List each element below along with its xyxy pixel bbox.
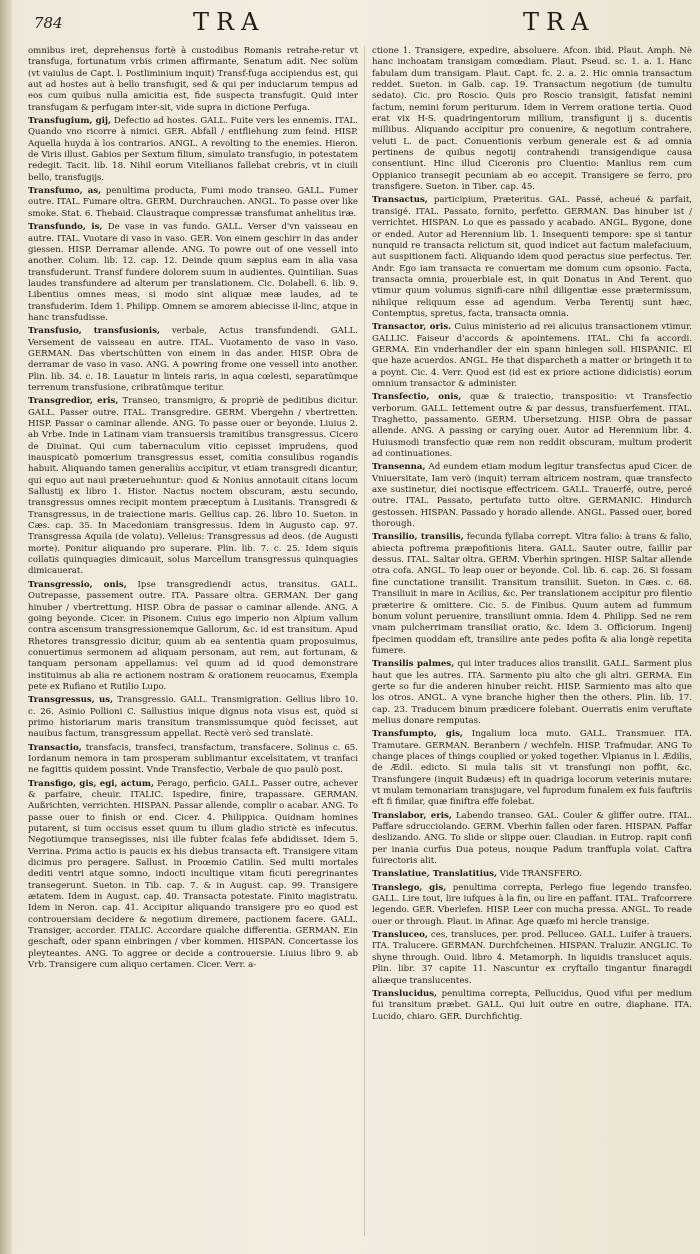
dictionary-entry	[372, 659, 692, 727]
entry-headword: Transfusio, transfusionis,	[28, 326, 161, 337]
entry-headword: Transgressus, us,	[28, 695, 114, 706]
entry-headword: Translego, gis,	[372, 882, 447, 893]
entry-text: Ad eundem etiam modum legitur transfectus apud Cicer. de Vniuersitate, Iam verò (inquit) terram altricem nostram, quæ transfecto axe sustinetur, diei noctisque effectricem. GALL. Trauerfé, outre, percé outre. ITAL. Passato, pertufato tutto oltre. GERMANIC. Hindurch gestossen. HISPAN. Passado y horado allende. ANGL. Passed ouer, bored thorough.	[372, 462, 692, 530]
entry-text: Cuius ministerio ad rei alicuius transactionem vtimur. GALLIC. Faiseur d'accords & apointemens. ITAL. Chi fa accordi. GERMA. Ein vnderhandler der ein spann hinlegen soll. HISPANIC. El que haze acuerdos. ANGL. He that disparcheth a matter or bringeth it to a poynt. Cic. 4. Verr. Quod est (id est ex priore actione didicistis) eorum omnium transactor & administer.	[372, 322, 692, 389]
dictionary-entry	[372, 46, 692, 193]
entry-text: Ingalium loca muto. GALL. Transmuer. ITA. Tramutare. GERMAN. Beranbern / wechfeln. HISP. Trafmudar. ANG To change places of things couplied or yoked together. Vlpianus in l. Ædilis, de Ædil. edicto. Si mula talis sit vt transfungi non poffit, &c. Transfungere (inquit Budæus) eft in quadriga locorum veterinis mutare: vt mulam temonariam transjugare, vel fuprodum funalem ex fuis fauftriis eft fi fimilar, quæ finiftra effe folebat.	[372, 729, 692, 808]
entry-text: Perago, perficio. GALL. Passer outre, achever & parfaire, cheuir. ITALIC. Ispedire, finire, trapassare. GERMAN. Außrichten, verrichten. HISPAN. Passar allende, complir o acabar. ANG. To passe ouer to finish or end. Cicer. 4. Philippica. Quidnam homines putarent, si tum occisus esset quum tu illum gladio strictè es infecutus. Negotiumque transegisses, nisi ille fubter fcalas fefe abdidisset. Idem 5. Verrina. Prima actio is paucis ex his diebus transacta eft. Transigere vitam dicimus pro peragere. Sallust. in Proœmio Catilin. Sed multi mortales dediti ventri atque somno, indocti incultique vitam ficuti peregrinantes transegerunt. Sueton. in Tib. cap. 7. & in August. cap. 99. Transigere ætatem. Idem in August. cap. 40. Transacta potestate. Finito magistratu. Idem in Neron. cap. 41. Accipitur aliquando transigere pro eo quod est controuersiam decidere & negotium diremere, pactionem facere. GALL. Transiger, accorder. ITALIC. Accordare qualche differentia. GERMAN. Ein geschaft, oder spann einbringen / vber kommen. HISPAN. Concertasse los pleyteantes. ANG. To aggree or decide a controuersie. Liuius libro 9. ab Vrb. Transigere cum aliquo certamen. Cicer. Verr. a-	[28, 778, 358, 971]
dictionary-entry	[28, 222, 358, 324]
entry-text: verbale, Actus transfundendi. GALL. Versement de vaisseau en autre. ITAL. Vuotamento de vaso in vaso. GERMAN. Das vbertschütten von einem in das ander. HISP. Obra de derramar de vaso in vaso. ANG. A powring frome one vessell into another. Plin. lib. 34. c. 18. Lauatur in linteis raris, in aqua cœlesti, separatûmque terrenum transfusione, cribratûmque teritur.	[28, 326, 358, 393]
dictionary-entry	[28, 779, 358, 972]
entry-headword: Transenna,	[372, 462, 426, 473]
right-column	[372, 46, 692, 1246]
entry-text: penultima producta, Fumi modo transeo. GALL. Fumer outre. ITAL. Fumare oltra. GERM. Durchrauchen. ANGL. To passe over like smoke. Stat. 6. Thebaid. Claustraque compressæ transfumat anhelitus iræ.	[28, 186, 358, 219]
right-running-head: TRA	[523, 8, 596, 36]
entry-headword: Transgredior, eris,	[28, 396, 119, 407]
entry-headword: Transgressio, onis,	[28, 579, 127, 590]
dictionary-entry	[28, 186, 358, 220]
dictionary-entry	[28, 743, 358, 777]
dictionary-entry	[372, 392, 692, 460]
entry-headword: Transfumo, as,	[28, 186, 102, 197]
dictionary-entry	[28, 396, 358, 578]
entry-text: participium, Præteritus. GAL. Passé, acheué & parfait, transigé. ITAL. Passato, fornito, perfetto. GERMAN. Das hinuber ist / verrichtet. HISPAN. Lo que es passado y acabado. ANGL. Bygone, done or ended. Autor ad Herennium lib. 1. Insequenti tempore: spe si tantur nunquid re transacta relictum sit, quod indicet aut factum malefaciuum, aut suspitionem facti. Aliquando idem quod peractus siue perfectus. Ter. Andr. Ego iam transacta re conuertam me domum cum opsonio. Facta, transacta omnia, prouerbiale est, in quit Donatus in And Terent. quo vtimur quum volumus signifi-care nihil diligentiæ esse prætermissum, nihilque reliquum esse ad agendum. Verba Terentij sunt hæc, Contemptus, spretus, facta, transacta omnia.	[372, 195, 692, 319]
entry-headword: Translabor, eris,	[372, 810, 452, 821]
column-divider	[364, 46, 365, 1236]
entry-headword: Transfectio, onis,	[372, 392, 462, 403]
entry-headword: Transactus,	[372, 195, 428, 206]
entry-text: qui inter traduces alios transilit. GALL. Sarment plus haut que les autres. ITA. Sarmento piu alto che gli altri. GERMA. Ein gerte so fur die anderen hinuber reicht. HISP. Sarmiento mas alto que los otros. ANGL. A vyne branche higher then the others. Plin. lib. 17. cap. 23. Traducem binum prædicere folebant. Ouerratis enim veruftate melius donare remputas.	[372, 659, 692, 726]
entry-headword: Transilio, transilis,	[372, 532, 464, 543]
entry-text: penultima correpta, Perlego fiue legendo transfeo. GALL. Lire tout, lire iufques à la fin, ou lire en paffant. ITAL. Trafcorrere legendo. GER. Vberlefen. HISP. Leer con mucha pressa. ANGL. To reade ouer or through. Plaut. in Afinar. Age quæfo mi hercle transige.	[372, 882, 692, 927]
entry-text: De vase in vas fundo. GALL. Verser d'vn vaisseau en autre. ITAL. Vuotare di vaso in vaso. GER. Von einem geschirr in das ander giessen. HISP. Derramar allende. ANG. To powre out of one vessell into another. Colum. lib. 12. cap. 12. Deinde quum sæpius eam in alia vasa transfuderunt. Transf fundere dolorem suum in audientes. Quintilian. Suas laudes transfundere ad alterum per translationem. Cic. Dolabell. 6. lib. 9. Libentius omnes meas, si modo sint aliquæ meæ laudes, ad te transfuderim. Idem 1. Philipp. Omnem se amorem abiecisse il-linc, atque in hanc transfudisse.	[28, 222, 358, 323]
entry-headword: Transactio,	[28, 742, 82, 753]
entry-headword: Translatiue, Translatitius,	[372, 869, 498, 880]
dictionary-entry	[372, 532, 692, 657]
dictionary-entry	[28, 46, 358, 114]
entry-text: ctione 1. Transigere, expedire, absoluere. Afcon. ibid. Plaut. Amph. Nè hanc inchoatam transigam comœdiam. Plaut. Pseud. sc. 1. a. 1. Hanc fabulam dum transigam. Plaut. Capt. fc. 2. a. 2. Hic omnia transactum reddet. Sueton. in Galb. cap. 19. Transactum negotium (de tumultu sedato). Cic. pro Roscio. Quis pro Roscio transigit, fatisfat nemini factum, nemini forum periturum. Idem in Verrem oratione tertia. Quod erat vix H-S. quadringentorum millium, transfigunt ij s. ducentis millibus. Aliquando accipitur pro conuenire, & negotium contrahere, veluti L. de pact. Conuentionis verbum generale est & ad omnia pertinens de quibus negotij contrahendi transigendique causa consentiunt. Hinc illud Ciceronis pro Cluentio: Manlius rem cum Oppianico transegit pecuniam ab eo accepit. Transigere se ferro, pro transfigere. Sueton. in Tiber. cap. 45.	[372, 46, 692, 193]
entry-text: transfacis, transfeci, transfactum, transfacere. Solinus c. 65. Iordanum nemora in tam prosperam sublimantur excelsitatem, vt tranfaci ne fagittis quidem possint. Vnde Transfectio, Verbale de quo paulò post.	[28, 742, 358, 776]
entry-text: Transgressio. GALL. Transmigration. Gellius libro 10. c. 26. Asinio Pollioni C. Sallustius inique dignus nota visus est, quòd si primo historiarum maris transitum transmissumque quòd fecisset, aut nauibus factum, transgressum appellat. Rectè verò sed translatè.	[28, 695, 358, 740]
entry-text: ces, transluces, per. prod. Pelluceo. GALL. Luifer à trauers. ITA. Tralucere. GERMAN. Durchfcheinen. HISPAN. Traluzir. ANGLIC. To shyne through. Ouid. libro 4. Metamorph. In liquidis translucet aquis. Plin. libr. 37 capite 11. Nascuntur ex cryftallo tingantur finaragdi aliæque translucentes.	[372, 930, 692, 986]
entry-text: Vide TRANSFERO.	[499, 869, 582, 880]
page-number: 784	[34, 14, 63, 32]
dictionary-entry	[372, 989, 692, 1023]
entry-text: Ipse transgrediendi actus, transitus. GALL. Outrepasse, passement outre. ITA. Passare oltra. GERMAN. Der gang hinuber / vbertrettung. HISP. Obra de passar o caminar allende. ANG. A going beyonde. Cicer. in Pisonem. Cuius ego imperio non Alpium vallum contra ascensum transgressionemque Gallorum, &c. id est transitum. Apud Rhetores transgressio dicitur, quum ab ea sententia quam proposuimus, conuertimus sermonem ad aliquam personam, aut rem, aut fortunam, & tanquam personam appellamus: vel quum ad id quod demonstrare instituimus ab alia re actionem nostram & orationem reuocamus, Exempla pete ex Rufiano et Rutilio Lupo.	[28, 579, 358, 692]
entry-headword: Transilis palmes,	[372, 659, 455, 670]
entry-text: Transeo, transmigro, & propriè de peditibus dicitur. GALL. Passer outre. ITAL. Transgredire. GERM. Vbergehn / vbertretten. HISP. Passar o caminar allende. ANG. To passe ouer or beyonde. Liuius 2. ab Vrbe. Inde in Latinam viam transuersis tramitibus transgressus. Cicero de Diuinat. Qui cum tabernaculum vitio cepisset imprudens, quod inauspicatò pomœrium transgressus esset, comitia consulibus rogandis habuit. Aliquando tamen generaliùs accipitur, vt etiam transgredi dicantur, qui equo aut naui præteruehuntur: quod & Nonius annotauit citans locum Sallustij ex libro 1. Histor. Nactus noctem obscuram, æstu secundo, transgressus omnes recipit montem præceptum à Lusitanis. Transgredi & Transgressus, in de traiectione maris. Gellius cap. 26. libro 10. Sueton. in Cæs. cap. 35. In Macedoniam transgressus. Idem in Augusto cap. 97. Transgressa Aquila (de volatu). Velleius: Transgressus ad deos. (de Augusti morte). Ponitur aliquando pro superare. Plin. lib. 7. c. 25. Idem siquis collatis quinquagies dimicauit, solus Marcellum transgressus quinquagies dimicauerat.	[28, 396, 358, 577]
entry-headword: Transluceo,	[372, 930, 428, 941]
dictionary-entry	[372, 883, 692, 928]
entry-text: fecunda fyllaba corrept. Vltra falio: à trans & falio, abiecta poftrema præpofitionis litera. GALL. Sauter outre, faillir par dessus. ITAL. Saltar oltra. GERM. Vberhin springen. HISP. Saltar allende otra cofa. ANGL. To leap ouer or beyonde. Col. lib. 6. cap. 26. Si fossam fine cunctatione transilit. Transitum transiliit. Sueton. in Cæs. c. 68. Transiliuit in mare in Acilius, &c. Per translationem accipitur pro filentio præterire & omittere. Cic. 5. de Finibus. Quum autem ad fummum bonum volunt peruenire, transiliunt omnia. Idem 4. Philipp. Sed ne rem vnam pulcherrimam transiliat oratio, &c. Idem 3. Officiorum. Ingenij fpecimen quoddam eft, transilire ante pedes pofita & alia longè repetita fumere.	[372, 532, 692, 656]
entry-headword: Transactor, oris.	[372, 322, 452, 333]
dictionary-entry	[28, 326, 358, 394]
dictionary-entry	[372, 729, 692, 808]
entry-headword: Transfigo, gis, egi, actum,	[28, 778, 154, 789]
dictionary-entry	[372, 869, 692, 880]
entry-text: omnibus iret, deprehensus fortè à custodibus Romanis retrahe-retur vt transfuga, fortunatum vrbis crimen affirmante, Senatum adit. Nec solùm (vt vaiulus de Capt. l. Postliminium inquit) Transf-fuga accipiendus est, qui aut ad hostes aut à bello transfugit, sed & qui per induciarum tempus ad eos cum quibus nulla amicitia est, fide suspecta transfugit. Quid inter transfugam & perfugam inter-sit, vide supra in dictione Perfuga.	[28, 46, 358, 113]
dictionary-entry	[372, 195, 692, 320]
dictionary-entry	[372, 811, 692, 868]
running-head	[28, 8, 690, 44]
dictionary-entry	[28, 116, 358, 184]
entry-headword: Transfugium, gij,	[28, 116, 112, 127]
left-column	[28, 46, 358, 1246]
entry-text: penultima correpta, Pellucidus, Quod vifui per medium fui transitum præbet. GALL. Qui luit outre en outre, diaphane. ITA. Lucido, chiaro. GER. Durchfichtig.	[372, 988, 692, 1022]
dictionary-entry	[372, 322, 692, 390]
left-running-head: TRA	[193, 8, 266, 36]
dictionary-entry	[372, 930, 692, 987]
book-gutter	[0, 0, 12, 1254]
entry-text: Labendo transeo. GAL. Couler & gliffer outre. ITAL. Paffare sdrucciolando. GERM. Vberhin fallen oder faren. HISPAN. Paffar deslizando. ANG. To slide or slippe ouer. Claudian. in Eutrop. rapit confi per inania curfus Dua poteus, nouque Padum tranffupla volat. Caftra fuirectoris alit.	[372, 810, 692, 867]
dictionary-entry	[372, 462, 692, 530]
dictionary-entry	[28, 580, 358, 693]
entry-headword: Transfumpto, gis,	[372, 729, 463, 740]
entry-text: Defectio ad hostes. GALL. Fuite vers les ennemis. ITAL. Quando vno ricorre à nimici. GER. Abfall / entfliehung zum feind. HISP. Aquella huyda à los contrarios. ANGL. A revolting to the enemies. Hieron. de Viris illust. Gabios per Sextum filium, simulato transfugio, in potestatem redegit. Tacit. lib. 18. Nihil eorum Vitellianos fallebat crebris, vt in ciuili bello, transfugijs.	[28, 116, 358, 183]
entry-headword: Translucidus,	[372, 988, 438, 999]
entry-text: quæ & traiectio, transpositio: vt Transfectio verborum. GALL. Iettement outre & par dessus, transfuerfement. ITAL. Traghetto, passamento. GERM. Ubersetzung. HISP. Obra de passar allende. ANG. A passing or carying ouer. Autor ad Herennium libr. 4. Huiusmodi transfectio quæ rem non reddit obscuram, multum proderit ad continuationes.	[372, 392, 692, 460]
dictionary-entry	[28, 695, 358, 740]
entry-headword: Transfundo, is,	[28, 222, 103, 233]
